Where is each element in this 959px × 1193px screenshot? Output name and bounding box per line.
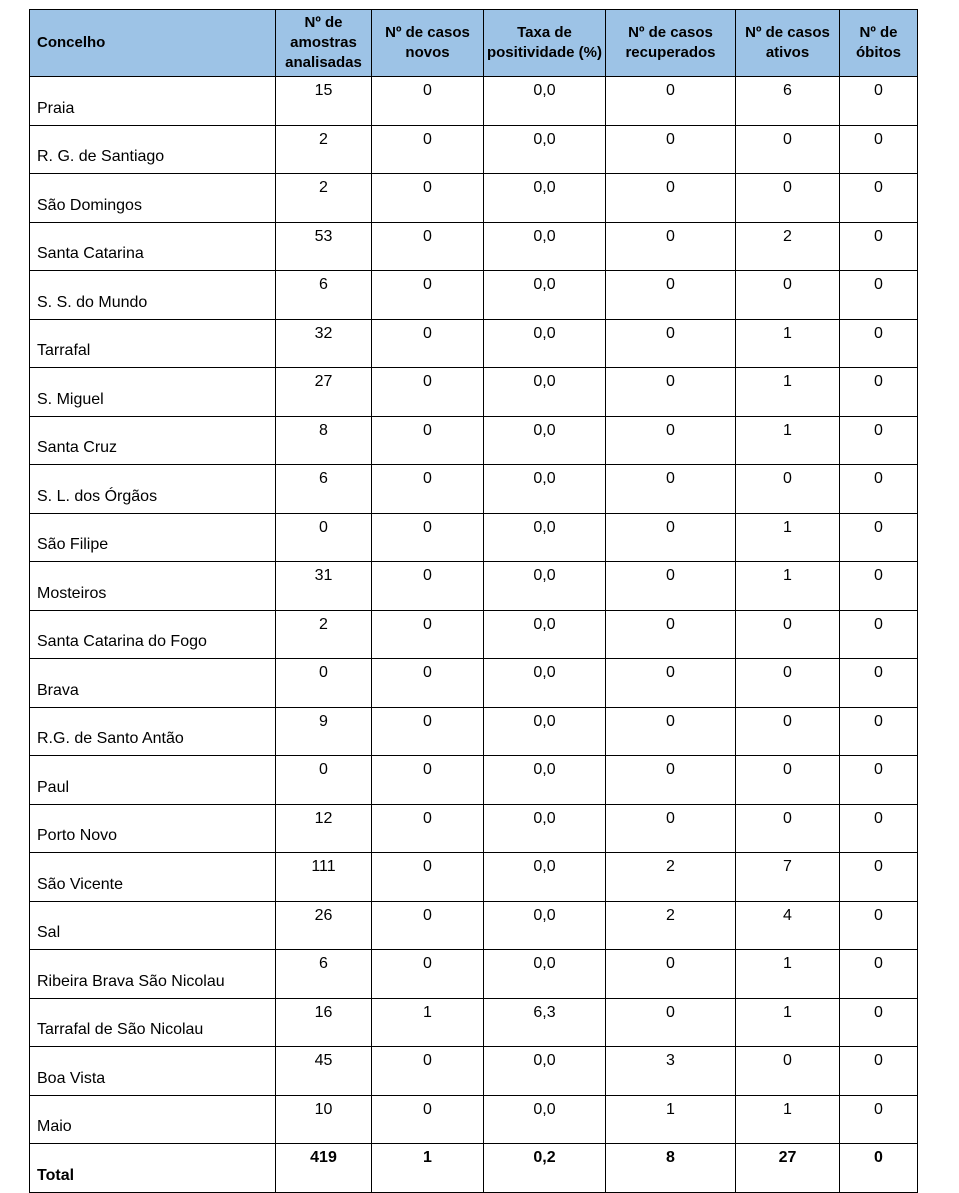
casos-ativos-cell: 0 xyxy=(736,271,840,320)
taxa-positividade-cell: 0,0 xyxy=(484,319,606,368)
casos-recuperados-cell: 0 xyxy=(606,174,736,223)
concelho-cell: R.G. de Santo Antão xyxy=(30,707,276,756)
casos-novos-cell: 0 xyxy=(372,125,484,174)
taxa-positividade-cell: 0,0 xyxy=(484,174,606,223)
obitos-cell: 0 xyxy=(840,707,918,756)
amostras-cell: 26 xyxy=(276,901,372,950)
concelho-cell: Santa Catarina xyxy=(30,222,276,271)
header-concelho: Concelho xyxy=(30,10,276,77)
casos-novos-cell: 0 xyxy=(372,368,484,417)
table-row xyxy=(30,77,918,126)
casos-recuperados-cell: 0 xyxy=(606,998,736,1047)
concelho-cell: Praia xyxy=(30,77,276,126)
casos-recuperados-cell: 0 xyxy=(606,804,736,853)
casos-ativos-cell: 1 xyxy=(736,562,840,611)
amostras-cell: 15 xyxy=(276,77,372,126)
casos-novos-cell: 0 xyxy=(372,901,484,950)
casos-novos-cell: 0 xyxy=(372,513,484,562)
casos-ativos-cell: 1 xyxy=(736,368,840,417)
casos-novos-cell: 0 xyxy=(372,319,484,368)
taxa-positividade-cell: 0,0 xyxy=(484,950,606,999)
concelho-cell: Santa Cruz xyxy=(30,416,276,465)
casos-novos-cell: 0 xyxy=(372,174,484,223)
casos-ativos-cell: 27 xyxy=(736,1144,840,1193)
casos-recuperados-cell: 0 xyxy=(606,319,736,368)
casos-ativos-cell: 0 xyxy=(736,174,840,223)
taxa-positividade-cell: 0,0 xyxy=(484,562,606,611)
header-casos-recuperados: Nº de casos recuperados xyxy=(606,10,736,77)
casos-novos-cell: 0 xyxy=(372,222,484,271)
table-row xyxy=(30,659,918,708)
table-row xyxy=(30,804,918,853)
concelho-cell: Ribeira Brava São Nicolau xyxy=(30,950,276,999)
taxa-positividade-cell: 0,0 xyxy=(484,77,606,126)
casos-recuperados-cell: 0 xyxy=(606,707,736,756)
table-row xyxy=(30,901,918,950)
casos-ativos-cell: 1 xyxy=(736,1095,840,1144)
casos-recuperados-cell: 0 xyxy=(606,513,736,562)
concelho-cell: Brava xyxy=(30,659,276,708)
taxa-positividade-cell: 0,0 xyxy=(484,368,606,417)
amostras-cell: 2 xyxy=(276,125,372,174)
table-row xyxy=(30,1095,918,1144)
obitos-cell: 0 xyxy=(840,174,918,223)
taxa-positividade-cell: 0,0 xyxy=(484,901,606,950)
taxa-positividade-cell: 0,0 xyxy=(484,756,606,805)
table-row xyxy=(30,562,918,611)
taxa-positividade-cell: 0,0 xyxy=(484,853,606,902)
obitos-cell: 0 xyxy=(840,222,918,271)
casos-recuperados-cell: 0 xyxy=(606,222,736,271)
casos-recuperados-cell: 0 xyxy=(606,465,736,514)
concelho-cell: São Vicente xyxy=(30,853,276,902)
casos-ativos-cell: 1 xyxy=(736,950,840,999)
casos-recuperados-cell: 1 xyxy=(606,1095,736,1144)
casos-ativos-cell: 0 xyxy=(736,610,840,659)
obitos-cell: 0 xyxy=(840,1095,918,1144)
header-taxa-positividade: Taxa de positividade (%) xyxy=(484,10,606,77)
casos-novos-cell: 0 xyxy=(372,77,484,126)
concelho-cell: S. Miguel xyxy=(30,368,276,417)
amostras-cell: 8 xyxy=(276,416,372,465)
concelho-data-table xyxy=(29,9,918,1193)
amostras-cell: 45 xyxy=(276,1047,372,1096)
casos-recuperados-cell: 0 xyxy=(606,756,736,805)
table-row xyxy=(30,416,918,465)
casos-ativos-cell: 7 xyxy=(736,853,840,902)
obitos-cell: 0 xyxy=(840,416,918,465)
casos-ativos-cell: 6 xyxy=(736,77,840,126)
concelho-cell: Tarrafal de São Nicolau xyxy=(30,998,276,1047)
amostras-cell: 31 xyxy=(276,562,372,611)
casos-novos-cell: 0 xyxy=(372,853,484,902)
casos-novos-cell: 0 xyxy=(372,271,484,320)
obitos-cell: 0 xyxy=(840,610,918,659)
casos-novos-cell: 1 xyxy=(372,998,484,1047)
casos-novos-cell: 0 xyxy=(372,707,484,756)
amostras-cell: 16 xyxy=(276,998,372,1047)
concelho-cell: Maio xyxy=(30,1095,276,1144)
casos-novos-cell: 0 xyxy=(372,416,484,465)
casos-novos-cell: 0 xyxy=(372,465,484,514)
table-row xyxy=(30,319,918,368)
obitos-cell: 0 xyxy=(840,659,918,708)
casos-recuperados-cell: 0 xyxy=(606,416,736,465)
amostras-cell: 6 xyxy=(276,465,372,514)
amostras-cell: 111 xyxy=(276,853,372,902)
concelho-cell: São Filipe xyxy=(30,513,276,562)
taxa-positividade-cell: 0,0 xyxy=(484,416,606,465)
taxa-positividade-cell: 0,0 xyxy=(484,125,606,174)
table-row xyxy=(30,756,918,805)
table-header xyxy=(30,10,918,77)
casos-ativos-cell: 0 xyxy=(736,804,840,853)
casos-ativos-cell: 0 xyxy=(736,756,840,805)
obitos-cell: 0 xyxy=(840,368,918,417)
casos-novos-cell: 0 xyxy=(372,756,484,805)
obitos-cell: 0 xyxy=(840,756,918,805)
casos-ativos-cell: 0 xyxy=(736,659,840,708)
concelho-cell: Paul xyxy=(30,756,276,805)
concelho-cell: Porto Novo xyxy=(30,804,276,853)
taxa-positividade-cell: 0,0 xyxy=(484,465,606,514)
casos-recuperados-cell: 2 xyxy=(606,853,736,902)
obitos-cell: 0 xyxy=(840,319,918,368)
table-row xyxy=(30,368,918,417)
casos-novos-cell: 0 xyxy=(372,659,484,708)
casos-novos-cell: 0 xyxy=(372,610,484,659)
casos-recuperados-cell: 0 xyxy=(606,125,736,174)
amostras-cell: 53 xyxy=(276,222,372,271)
table-row xyxy=(30,465,918,514)
casos-recuperados-cell: 8 xyxy=(606,1144,736,1193)
obitos-cell: 0 xyxy=(840,1144,918,1193)
header-casos-ativos: Nº de casos ativos xyxy=(736,10,840,77)
obitos-cell: 0 xyxy=(840,804,918,853)
obitos-cell: 0 xyxy=(840,853,918,902)
taxa-positividade-cell: 0,0 xyxy=(484,804,606,853)
obitos-cell: 0 xyxy=(840,562,918,611)
table-row xyxy=(30,513,918,562)
taxa-positividade-cell: 6,3 xyxy=(484,998,606,1047)
table-row xyxy=(30,950,918,999)
amostras-cell: 0 xyxy=(276,513,372,562)
concelho-cell: Total xyxy=(30,1144,276,1193)
obitos-cell: 0 xyxy=(840,271,918,320)
concelho-cell: Santa Catarina do Fogo xyxy=(30,610,276,659)
casos-novos-cell: 0 xyxy=(372,804,484,853)
obitos-cell: 0 xyxy=(840,1047,918,1096)
obitos-cell: 0 xyxy=(840,950,918,999)
obitos-cell: 0 xyxy=(840,465,918,514)
casos-ativos-cell: 1 xyxy=(736,513,840,562)
casos-recuperados-cell: 2 xyxy=(606,901,736,950)
concelho-cell: S. L. dos Órgãos xyxy=(30,465,276,514)
concelho-cell: Sal xyxy=(30,901,276,950)
taxa-positividade-cell: 0,0 xyxy=(484,1095,606,1144)
amostras-cell: 0 xyxy=(276,756,372,805)
obitos-cell: 0 xyxy=(840,901,918,950)
table-row xyxy=(30,222,918,271)
amostras-cell: 27 xyxy=(276,368,372,417)
concelho-cell: São Domingos xyxy=(30,174,276,223)
table-row xyxy=(30,271,918,320)
casos-novos-cell: 0 xyxy=(372,950,484,999)
table-row xyxy=(30,174,918,223)
taxa-positividade-cell: 0,0 xyxy=(484,1047,606,1096)
table-body xyxy=(30,77,918,1193)
taxa-positividade-cell: 0,0 xyxy=(484,513,606,562)
casos-ativos-cell: 1 xyxy=(736,416,840,465)
casos-recuperados-cell: 0 xyxy=(606,950,736,999)
casos-novos-cell: 1 xyxy=(372,1144,484,1193)
casos-ativos-cell: 0 xyxy=(736,707,840,756)
casos-recuperados-cell: 3 xyxy=(606,1047,736,1096)
amostras-cell: 419 xyxy=(276,1144,372,1193)
table-row xyxy=(30,1047,918,1096)
casos-novos-cell: 0 xyxy=(372,1047,484,1096)
obitos-cell: 0 xyxy=(840,513,918,562)
casos-ativos-cell: 2 xyxy=(736,222,840,271)
casos-ativos-cell: 1 xyxy=(736,998,840,1047)
casos-recuperados-cell: 0 xyxy=(606,77,736,126)
casos-ativos-cell: 0 xyxy=(736,1047,840,1096)
casos-ativos-cell: 1 xyxy=(736,319,840,368)
casos-recuperados-cell: 0 xyxy=(606,562,736,611)
taxa-positividade-cell: 0,2 xyxy=(484,1144,606,1193)
taxa-positividade-cell: 0,0 xyxy=(484,610,606,659)
table-row xyxy=(30,998,918,1047)
taxa-positividade-cell: 0,0 xyxy=(484,707,606,756)
table-row xyxy=(30,125,918,174)
obitos-cell: 0 xyxy=(840,998,918,1047)
taxa-positividade-cell: 0,0 xyxy=(484,659,606,708)
casos-recuperados-cell: 0 xyxy=(606,610,736,659)
header-amostras-analisadas: Nº de amostras analisadas xyxy=(276,10,372,77)
casos-ativos-cell: 0 xyxy=(736,125,840,174)
amostras-cell: 32 xyxy=(276,319,372,368)
concelho-cell: Mosteiros xyxy=(30,562,276,611)
obitos-cell: 0 xyxy=(840,125,918,174)
amostras-cell: 12 xyxy=(276,804,372,853)
casos-novos-cell: 0 xyxy=(372,562,484,611)
header-row xyxy=(30,10,918,77)
header-obitos: Nº de óbitos xyxy=(840,10,918,77)
casos-ativos-cell: 0 xyxy=(736,465,840,514)
amostras-cell: 0 xyxy=(276,659,372,708)
casos-recuperados-cell: 0 xyxy=(606,271,736,320)
amostras-cell: 10 xyxy=(276,1095,372,1144)
concelho-cell: S. S. do Mundo xyxy=(30,271,276,320)
casos-recuperados-cell: 0 xyxy=(606,659,736,708)
obitos-cell: 0 xyxy=(840,77,918,126)
total-row xyxy=(30,1144,918,1193)
amostras-cell: 2 xyxy=(276,610,372,659)
taxa-positividade-cell: 0,0 xyxy=(484,271,606,320)
concelho-cell: Boa Vista xyxy=(30,1047,276,1096)
table-row xyxy=(30,610,918,659)
table-row xyxy=(30,853,918,902)
header-casos-novos: Nº de casos novos xyxy=(372,10,484,77)
casos-recuperados-cell: 0 xyxy=(606,368,736,417)
amostras-cell: 6 xyxy=(276,950,372,999)
concelho-cell: Tarrafal xyxy=(30,319,276,368)
casos-novos-cell: 0 xyxy=(372,1095,484,1144)
taxa-positividade-cell: 0,0 xyxy=(484,222,606,271)
concelho-cell: R. G. de Santiago xyxy=(30,125,276,174)
casos-ativos-cell: 4 xyxy=(736,901,840,950)
table-row xyxy=(30,707,918,756)
amostras-cell: 6 xyxy=(276,271,372,320)
amostras-cell: 2 xyxy=(276,174,372,223)
amostras-cell: 9 xyxy=(276,707,372,756)
